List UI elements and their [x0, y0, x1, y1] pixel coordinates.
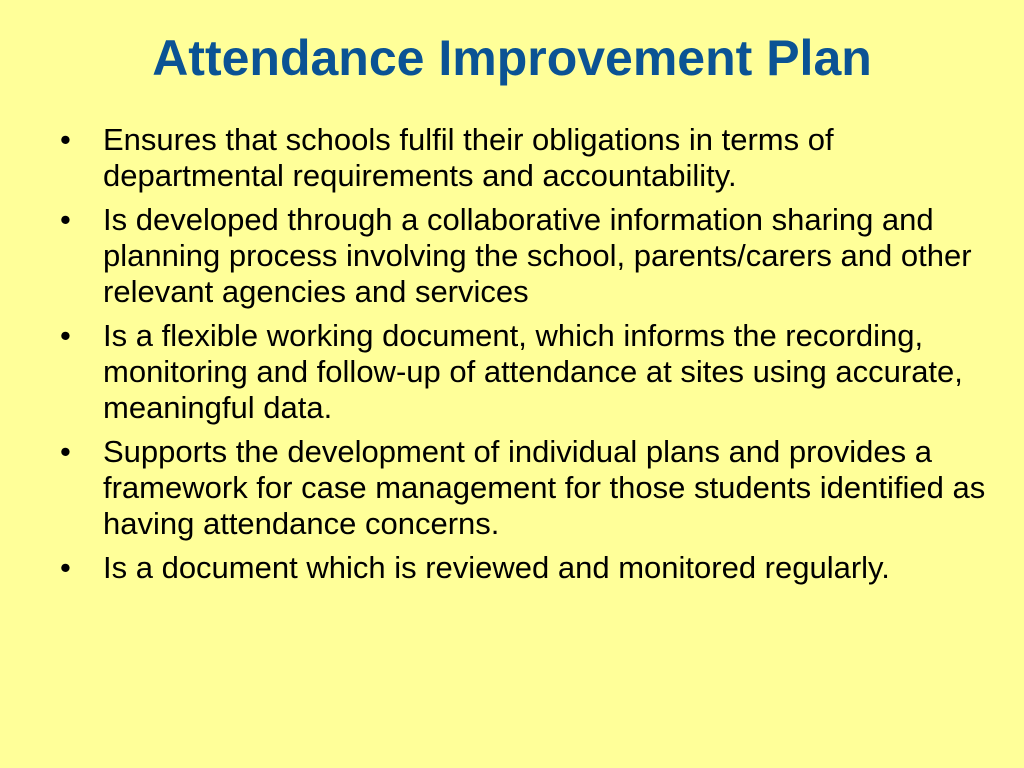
- bullet-marker: •: [60, 122, 71, 157]
- bullet-text: Is developed through a collaborative information sharing and planning process involving the school, parents/carers and other relevant agencies and services: [103, 202, 972, 309]
- bullet-item-2: [60, 202, 1010, 310]
- bullet-marker: •: [60, 318, 71, 353]
- bullet-text: Is a document which is reviewed and monitored regularly.: [103, 550, 890, 585]
- bullet-text: Supports the development of individual plans and provides a framework for case management for those students identified as having attendance concerns.: [103, 434, 986, 541]
- bullet-item-5: [60, 550, 1010, 586]
- bullet-text: Is a flexible working document, which informs the recording, monitoring and follow-up of attendance at sites using accurate, meaningful data.: [103, 318, 963, 425]
- bullet-marker: •: [60, 434, 71, 469]
- bullet-list: [60, 122, 1010, 594]
- bullet-marker: •: [60, 550, 71, 585]
- bullet-item-3: [60, 318, 1010, 426]
- bullet-text: Ensures that schools fulfil their obligations in terms of departmental requirements and accountability.: [103, 122, 834, 193]
- bullet-item-4: [60, 434, 1010, 542]
- bullet-item-1: [60, 122, 1010, 194]
- bullet-marker: •: [60, 202, 71, 237]
- slide-title: Attendance Improvement Plan: [152, 30, 872, 86]
